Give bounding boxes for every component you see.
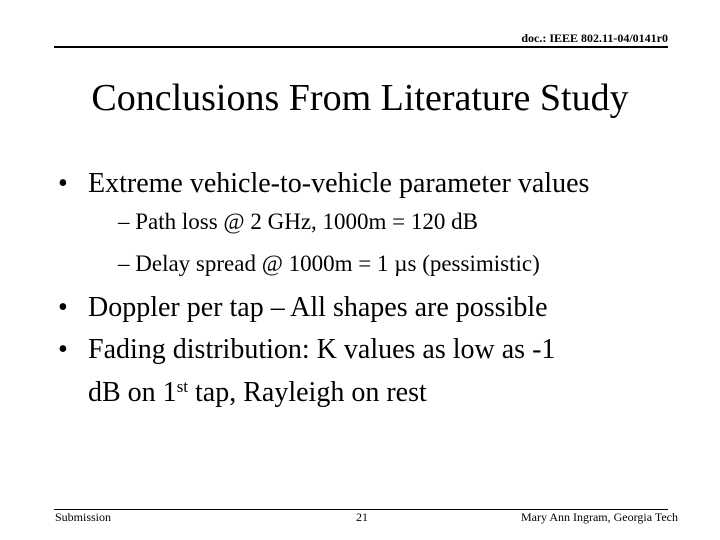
slide-title: Conclusions From Literature Study	[91, 77, 629, 119]
bullet-item-1	[58, 166, 589, 202]
bullet-marker: •	[58, 292, 68, 323]
bullet-item-2	[58, 290, 548, 326]
header-rule	[54, 46, 668, 48]
bullet-marker: •	[58, 168, 68, 199]
bullet-marker: •	[58, 334, 68, 365]
footer-submission: Submission	[55, 510, 112, 524]
footer-page-number: 21	[356, 510, 368, 524]
bullet-item-3-continuation	[88, 375, 427, 411]
sub-bullet-delay-spread: – Delay spread @ 1000m = 1 µs (pessimistic)	[118, 251, 540, 276]
bullet-text: Extreme vehicle-to-vehicle parameter values	[88, 168, 590, 199]
superscript-ordinal: st	[176, 377, 189, 396]
bullet-text: Fading distribution: K values as low as -1	[88, 334, 556, 365]
document-id: doc.: IEEE 802.11-04/0141r0	[521, 31, 668, 45]
footer-author: Mary Ann Ingram, Georgia Tech	[520, 510, 678, 524]
bullet-text-part: tap, Rayleigh on rest	[188, 377, 427, 408]
bullet-text-part: dB on 1	[88, 377, 177, 408]
bullet-text: Doppler per tap – All shapes are possible	[88, 292, 548, 323]
sub-bullet-path-loss: – Path loss @ 2 GHz, 1000m = 120 dB	[118, 209, 478, 234]
bullet-item-3	[58, 332, 555, 368]
